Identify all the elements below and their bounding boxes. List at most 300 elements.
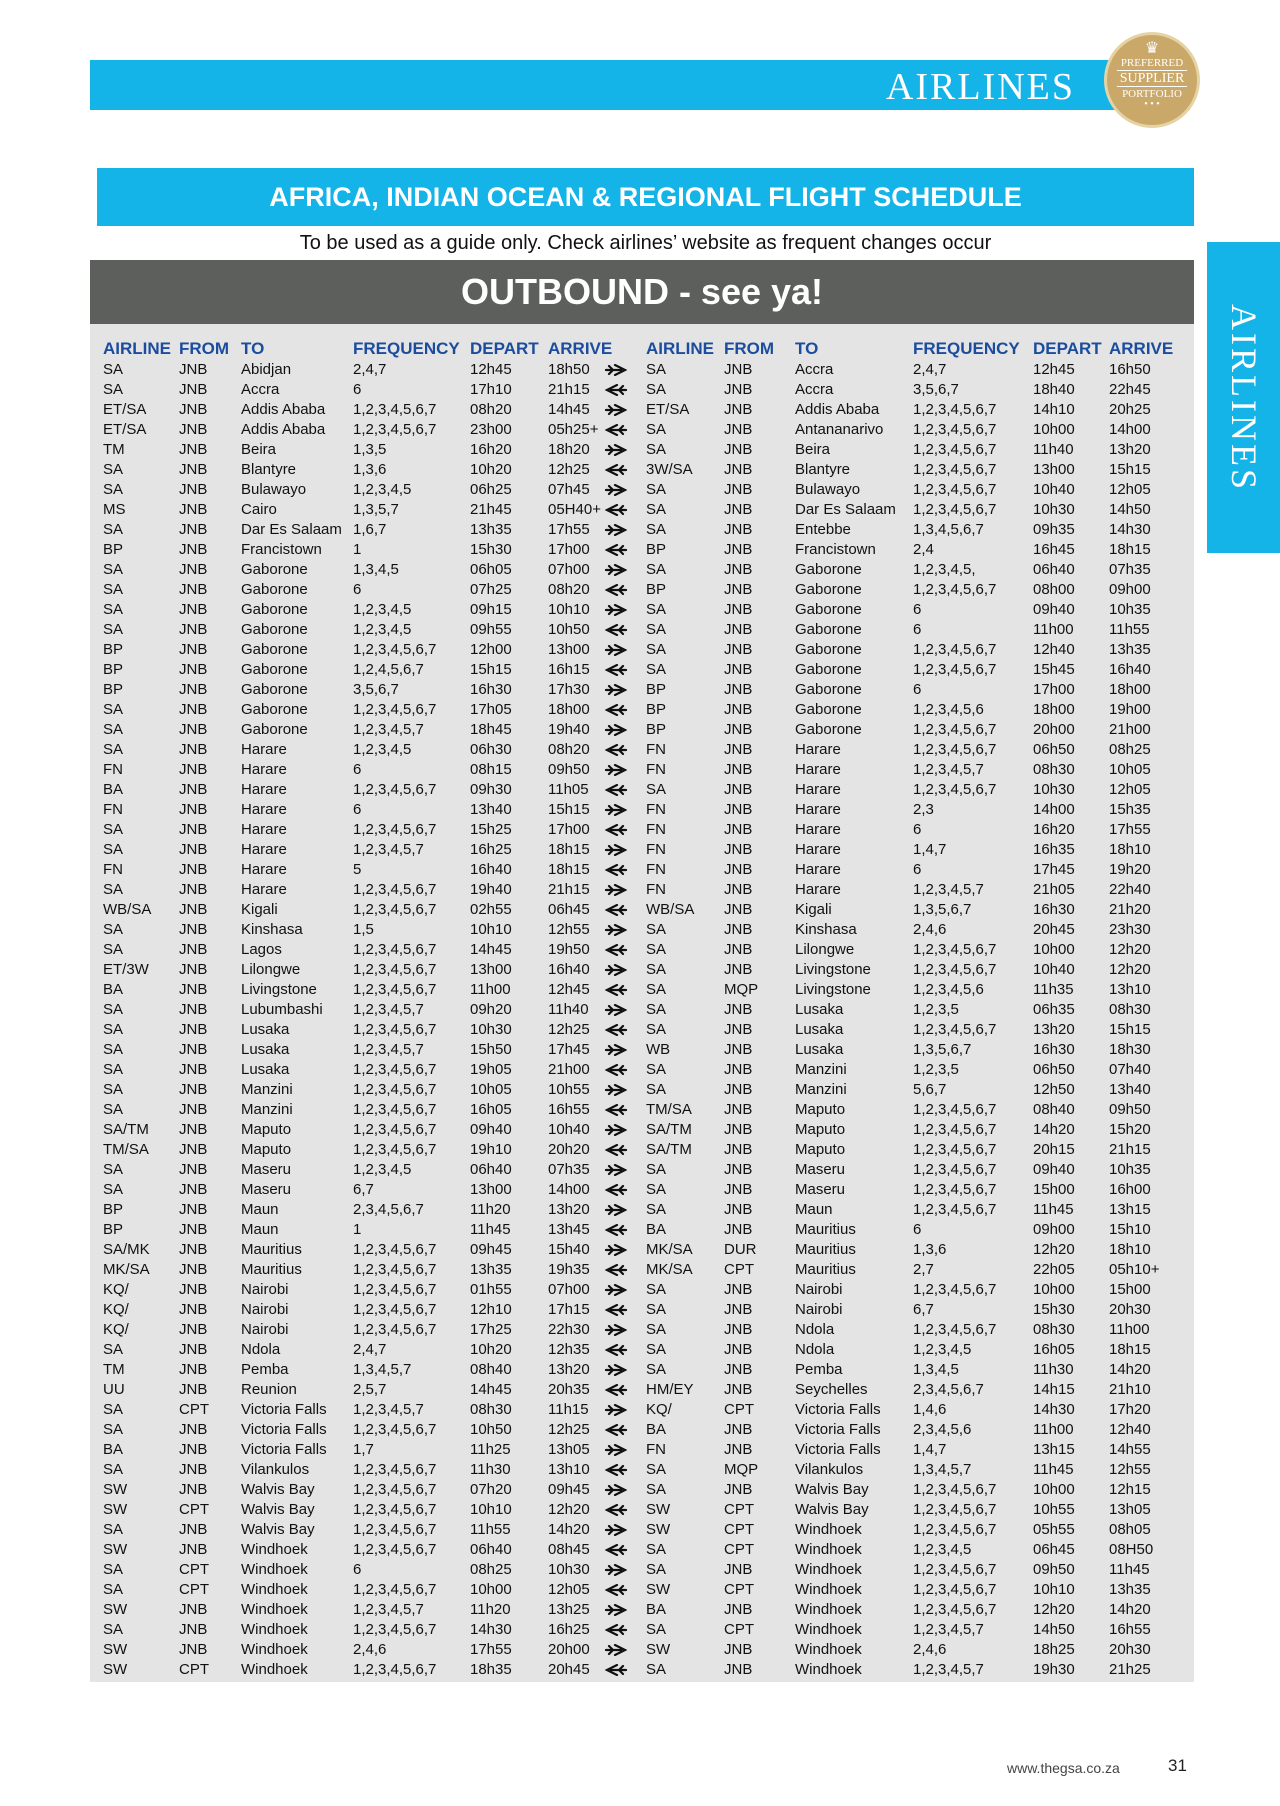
cell-depart: 13h35: [470, 1261, 512, 1278]
table-row: [90, 1540, 1194, 1560]
cell-to: Accra: [795, 381, 834, 398]
cell-frequency: 1,2,3,4,5,6,7: [353, 1581, 437, 1598]
plane-direction-icon: [605, 524, 627, 536]
cell-arrive: 20h00: [548, 1641, 590, 1658]
cell-to: Abidjan: [241, 361, 292, 378]
cell-arrive: 09h00: [1109, 581, 1151, 598]
cell-from: JNB: [179, 1101, 208, 1118]
cell-frequency: 1,2,3,4,5,6,7: [353, 1481, 437, 1498]
cell-arrive: 09h45: [548, 1481, 590, 1498]
cell-frequency: 1,2,3,4,5,6,7: [913, 1161, 997, 1178]
cell-to: Windhoek: [795, 1581, 862, 1598]
cell-arrive: 15h15: [548, 801, 590, 818]
plane-direction-icon: [605, 844, 627, 856]
cell-arrive: 13h15: [1109, 1201, 1151, 1218]
cell-frequency: 1,2,3,4,5,6,7: [353, 1541, 437, 1558]
cell-depart: 13h40: [470, 801, 512, 818]
cell-airline: SA: [103, 1181, 124, 1198]
cell-to: Entebbe: [795, 521, 851, 538]
cell-depart: 10h30: [1033, 781, 1075, 798]
cell-from: JNB: [724, 1041, 753, 1058]
cell-arrive: 05h25+: [548, 421, 599, 438]
cell-airline: SA: [103, 381, 124, 398]
cell-to: Gaborone: [241, 701, 308, 718]
cell-depart: 10h10: [1033, 1581, 1075, 1598]
plane-direction-icon: [605, 804, 627, 816]
cell-depart: 11h30: [470, 1461, 511, 1478]
cell-depart: 11h40: [1033, 441, 1074, 458]
cell-depart: 09h55: [470, 621, 512, 638]
plane-direction-icon: [605, 1624, 627, 1636]
cell-to: Gaborone: [795, 681, 862, 698]
cell-arrive: 17h20: [1109, 1401, 1151, 1418]
cell-depart: 12h10: [470, 1301, 512, 1318]
cell-from: JNB: [179, 1321, 208, 1338]
table-row: [90, 1420, 1194, 1440]
cell-airline: BA: [646, 1421, 667, 1438]
cell-depart: 09h45: [470, 1241, 512, 1258]
table-row: [90, 1580, 1194, 1600]
table-row: [90, 480, 1194, 500]
cell-from: JNB: [179, 381, 208, 398]
table-row: [90, 1400, 1194, 1420]
plane-direction-icon: [605, 1444, 627, 1456]
cell-to: Gaborone: [795, 721, 862, 738]
cell-to: Windhoek: [795, 1641, 862, 1658]
cell-from: JNB: [724, 1001, 753, 1018]
cell-to: Victoria Falls: [241, 1441, 327, 1458]
cell-frequency: 1,2,3,4,5,6,7: [913, 1141, 997, 1158]
cell-arrive: 13h20: [1109, 441, 1151, 458]
cell-arrive: 14h20: [1109, 1601, 1151, 1618]
cell-depart: 17h10: [470, 381, 512, 398]
cell-frequency: 1,2,3,4,5,6,7: [353, 1421, 437, 1438]
cell-airline: SA: [103, 1561, 124, 1578]
cell-from: JNB: [179, 461, 208, 478]
cell-to: Bulawayo: [241, 481, 307, 498]
cell-from: JNB: [724, 481, 753, 498]
cell-to: Victoria Falls: [241, 1421, 327, 1438]
cell-to: Blantyre: [241, 461, 297, 478]
cell-airline: SA: [103, 921, 124, 938]
seal-line-2: SUPPLIER: [1117, 70, 1187, 87]
cell-depart: 18h00: [1033, 701, 1075, 718]
cell-from: JNB: [724, 1661, 753, 1678]
cell-frequency: 1,2,3,4,5,7: [353, 1041, 424, 1058]
plane-direction-icon: [605, 1224, 627, 1236]
table-row: [90, 760, 1194, 780]
cell-airline: SA: [103, 1341, 124, 1358]
cell-depart: 16h20: [1033, 821, 1075, 838]
cell-from: JNB: [724, 1101, 753, 1118]
table-row: [90, 380, 1194, 400]
table-row: [90, 540, 1194, 560]
cell-from: CPT: [179, 1561, 209, 1578]
cell-airline: WB: [646, 1041, 671, 1058]
cell-frequency: 2,3,4,5,6,7: [353, 1201, 424, 1218]
schedule-rows: [90, 360, 1194, 1680]
cell-arrive: 16h00: [1109, 1181, 1151, 1198]
cell-to: Dar Es Salaam: [795, 501, 896, 518]
cell-depart: 16h30: [1033, 901, 1075, 918]
cell-from: JNB: [724, 1281, 753, 1298]
table-row: [90, 660, 1194, 680]
plane-direction-icon: [605, 1524, 627, 1536]
cell-depart: 09h30: [470, 781, 512, 798]
cell-depart: 21h05: [1033, 881, 1075, 898]
cell-frequency: 2,4,7: [353, 361, 387, 378]
plane-direction-icon: [605, 604, 627, 616]
cell-frequency: 5,6,7: [913, 1081, 947, 1098]
cell-from: JNB: [724, 401, 753, 418]
cell-to: Francistown: [241, 541, 322, 558]
cell-airline: KQ/: [103, 1321, 129, 1338]
section-title: AIRLINES: [885, 66, 1075, 108]
cell-frequency: 6: [913, 1221, 922, 1238]
cell-from: JNB: [179, 961, 208, 978]
cell-frequency: 1,2,3,4,5,6,7: [353, 1321, 437, 1338]
cell-airline: SA: [103, 461, 124, 478]
cell-arrive: 13h10: [1109, 981, 1151, 998]
crown-icon: ♛: [1144, 40, 1160, 57]
cell-airline: TM/SA: [103, 1141, 149, 1158]
cell-arrive: 20h30: [1109, 1301, 1151, 1318]
cell-airline: SA: [103, 1621, 124, 1638]
cell-airline: ET/SA: [103, 401, 147, 418]
cell-to: Reunion: [241, 1381, 297, 1398]
cell-arrive: 13h40: [1109, 1081, 1151, 1098]
cell-depart: 14h30: [1033, 1401, 1075, 1418]
cell-frequency: 2,4,6: [913, 1641, 947, 1658]
cell-frequency: 1,3,4,5: [353, 561, 399, 578]
cell-arrive: 11h55: [1109, 621, 1150, 638]
table-row: [90, 960, 1194, 980]
table-row: [90, 1140, 1194, 1160]
plane-direction-icon: [605, 544, 627, 556]
cell-from: JNB: [179, 901, 208, 918]
cell-arrive: 15h15: [1109, 461, 1151, 478]
cell-depart: 06h05: [470, 561, 512, 578]
cell-airline: BA: [103, 781, 124, 798]
cell-to: Walvis Bay: [795, 1481, 869, 1498]
cell-arrive: 05H40+: [548, 501, 601, 518]
cell-arrive: 18h15: [1109, 541, 1151, 558]
cell-arrive: 07h00: [548, 561, 590, 578]
table-row: [90, 1000, 1194, 1020]
cell-airline: KQ/: [103, 1301, 129, 1318]
cell-frequency: 1,2,3,4,5,6,7: [913, 1521, 997, 1538]
cell-from: JNB: [179, 1221, 208, 1238]
cell-frequency: 1,2,3,4,5,6,7: [353, 421, 437, 438]
cell-airline: WB/SA: [646, 901, 695, 918]
table-row: [90, 1160, 1194, 1180]
cell-to: Mauritius: [795, 1221, 856, 1238]
plane-direction-icon: [605, 504, 627, 516]
cell-frequency: 1,2,3,4,5,6,7: [913, 941, 997, 958]
cell-arrive: 12h25: [548, 461, 590, 478]
cell-from: JNB: [179, 441, 208, 458]
cell-arrive: 12h15: [1109, 1481, 1151, 1498]
cell-depart: 12h45: [1033, 361, 1075, 378]
cell-arrive: 17h45: [548, 1041, 590, 1058]
cell-airline: SA: [103, 621, 124, 638]
cell-from: JNB: [179, 541, 208, 558]
table-row: [90, 520, 1194, 540]
cell-arrive: 10h30: [548, 1561, 590, 1578]
cell-to: Antananarivo: [795, 421, 884, 438]
cell-from: MQP: [724, 1461, 759, 1478]
plane-direction-icon: [605, 1124, 627, 1136]
cell-arrive: 19h35: [548, 1261, 590, 1278]
cell-frequency: 1,2,3,4,5,6,7: [913, 641, 997, 658]
cell-from: JNB: [724, 601, 753, 618]
plane-direction-icon: [605, 1104, 627, 1116]
table-row: [90, 900, 1194, 920]
cell-frequency: 1,2,3,4,5,7: [913, 761, 984, 778]
cell-to: Ndola: [795, 1341, 835, 1358]
cell-from: JNB: [179, 1041, 208, 1058]
cell-frequency: 1,2,3,4,5,6,7: [353, 641, 437, 658]
cell-frequency: 1,2,3,4,5,6,7: [913, 961, 997, 978]
cell-frequency: 1,4,7: [913, 841, 947, 858]
table-row: [90, 1060, 1194, 1080]
cell-from: JNB: [179, 701, 208, 718]
cell-airline: SA: [646, 1481, 667, 1498]
cell-frequency: 1,2,3,4,5,6,7: [913, 1101, 997, 1118]
column-header-left-to: TO: [241, 339, 265, 358]
cell-depart: 09h50: [1033, 1561, 1075, 1578]
table-row: [90, 580, 1194, 600]
cell-to: Gaborone: [241, 721, 308, 738]
cell-from: JNB: [724, 521, 753, 538]
cell-airline: SA: [646, 561, 667, 578]
cell-airline: BP: [103, 541, 124, 558]
cell-airline: SA: [646, 481, 667, 498]
cell-depart: 11h00: [1033, 621, 1074, 638]
cell-airline: FN: [646, 861, 666, 878]
cell-airline: FN: [646, 801, 666, 818]
cell-to: Addis Ababa: [241, 401, 326, 418]
seal-line-3: PORTFOLIO: [1122, 88, 1182, 100]
cell-frequency: 1,3,6: [913, 1241, 947, 1258]
cell-frequency: 1,2,3,4,5,6,7: [353, 1121, 437, 1138]
cell-from: JNB: [179, 1181, 208, 1198]
cell-airline: SA: [646, 1281, 667, 1298]
table-row: [90, 840, 1194, 860]
cell-frequency: 1,2,3,4,5,6,7: [913, 661, 997, 678]
cell-frequency: 1: [353, 1221, 362, 1238]
plane-direction-icon: [605, 424, 627, 436]
cell-to: Walvis Bay: [241, 1501, 315, 1518]
cell-depart: 23h00: [470, 421, 512, 438]
cell-arrive: 11h45: [1109, 1561, 1150, 1578]
cell-arrive: 07h45: [548, 481, 590, 498]
cell-from: CPT: [724, 1501, 754, 1518]
cell-arrive: 10h05: [1109, 761, 1151, 778]
cell-arrive: 13h00: [548, 641, 590, 658]
cell-arrive: 18h50: [548, 361, 590, 378]
cell-airline: FN: [646, 1441, 666, 1458]
cell-from: JNB: [724, 361, 753, 378]
cell-arrive: 11h00: [1109, 1321, 1150, 1338]
cell-airline: SA: [646, 361, 667, 378]
cell-airline: SA: [646, 1301, 667, 1318]
cell-from: JNB: [179, 681, 208, 698]
cell-from: JNB: [724, 1321, 753, 1338]
cell-from: JNB: [724, 721, 753, 738]
cell-frequency: 1,2,4,5,6,7: [353, 661, 424, 678]
cell-from: JNB: [179, 1281, 208, 1298]
cell-arrive: 22h45: [1109, 381, 1151, 398]
cell-to: Windhoek: [241, 1641, 308, 1658]
cell-airline: KQ/: [103, 1281, 129, 1298]
cell-depart: 14h00: [1033, 801, 1075, 818]
cell-arrive: 14h30: [1109, 521, 1151, 538]
cell-depart: 15h30: [1033, 1301, 1075, 1318]
cell-frequency: 6,7: [913, 1301, 934, 1318]
cell-arrive: 13h20: [548, 1361, 590, 1378]
cell-airline: SA: [646, 521, 667, 538]
cell-arrive: 08h20: [548, 581, 590, 598]
cell-airline: SA: [103, 1461, 124, 1478]
cell-to: Gaborone: [795, 561, 862, 578]
cell-depart: 14h15: [1033, 1381, 1075, 1398]
cell-frequency: 3,5,6,7: [913, 381, 959, 398]
cell-airline: SA: [103, 1001, 124, 1018]
cell-arrive: 15h10: [1109, 1221, 1151, 1238]
cell-frequency: 2,3,4,5,6,7: [913, 1381, 984, 1398]
column-header-right-from: FROM: [724, 339, 775, 358]
cell-airline: SA: [646, 641, 667, 658]
cell-depart: 15h25: [470, 821, 512, 838]
cell-arrive: 21h00: [548, 1061, 590, 1078]
cell-depart: 16h05: [470, 1101, 512, 1118]
cell-from: JNB: [724, 701, 753, 718]
cell-arrive: 13h35: [1109, 1581, 1151, 1598]
table-row: [90, 880, 1194, 900]
cell-frequency: 1,2,3,4,5,6,7: [913, 1581, 997, 1598]
table-row: [90, 1340, 1194, 1360]
cell-depart: 15h30: [470, 541, 512, 558]
seal-line-1: PREFERRED: [1120, 57, 1184, 69]
cell-depart: 14h20: [1033, 1121, 1075, 1138]
table-row: [90, 1240, 1194, 1260]
plane-direction-icon: [605, 1244, 627, 1256]
cell-from: JNB: [179, 1421, 208, 1438]
cell-arrive: 17h30: [548, 681, 590, 698]
cell-to: Maun: [241, 1221, 279, 1238]
cell-to: Gaborone: [241, 581, 308, 598]
cell-to: Francistown: [795, 541, 876, 558]
cell-from: JNB: [179, 1081, 208, 1098]
cell-airline: ET/SA: [646, 401, 690, 418]
cell-arrive: 20h45: [548, 1661, 590, 1678]
plane-direction-icon: [605, 1164, 627, 1176]
cell-from: CPT: [724, 1261, 754, 1278]
cell-to: Maun: [241, 1201, 279, 1218]
schedule-title: AFRICA, INDIAN OCEAN & REGIONAL FLIGHT SCHEDULE: [97, 168, 1194, 226]
table-row: [90, 1440, 1194, 1460]
cell-depart: 11h35: [1033, 981, 1074, 998]
cell-to: Harare: [241, 781, 287, 798]
cell-depart: 15h00: [1033, 1181, 1075, 1198]
cell-depart: 06h45: [1033, 1541, 1075, 1558]
table-row: [90, 1620, 1194, 1640]
cell-airline: SA: [103, 1081, 124, 1098]
cell-arrive: 12h40: [1109, 1421, 1151, 1438]
table-row: [90, 1460, 1194, 1480]
cell-airline: SA: [646, 1561, 667, 1578]
cell-frequency: 1,3,6: [353, 461, 387, 478]
plane-direction-icon: [605, 564, 627, 576]
cell-arrive: 08h45: [548, 1541, 590, 1558]
cell-frequency: 2,4,6: [353, 1641, 387, 1658]
cell-depart: 10h30: [470, 1021, 512, 1038]
cell-frequency: 6: [353, 801, 362, 818]
cell-from: JNB: [724, 581, 753, 598]
cell-from: JNB: [724, 901, 753, 918]
cell-from: JNB: [179, 841, 208, 858]
cell-arrive: 07h35: [548, 1161, 590, 1178]
cell-frequency: 1,3,5,6,7: [913, 1041, 972, 1058]
cell-arrive: 18h20: [548, 441, 590, 458]
table-row: [90, 820, 1194, 840]
column-header-left-depart: DEPART: [470, 339, 539, 358]
cell-frequency: 1,2,3,4,5,6,7: [353, 1301, 437, 1318]
cell-frequency: 1,2,3,4,5,6,7: [353, 1281, 437, 1298]
cell-frequency: 2,4: [913, 541, 934, 558]
cell-arrive: 18h15: [548, 841, 590, 858]
cell-arrive: 16h40: [1109, 661, 1151, 678]
cell-to: Beira: [795, 441, 831, 458]
cell-to: Victoria Falls: [241, 1401, 327, 1418]
cell-depart: 13h00: [1033, 461, 1075, 478]
cell-from: JNB: [724, 661, 753, 678]
cell-airline: SA: [646, 1001, 667, 1018]
cell-arrive: 18h15: [1109, 1341, 1151, 1358]
plane-direction-icon: [605, 744, 627, 756]
cell-from: JNB: [724, 1561, 753, 1578]
cell-frequency: 1,2,3,4,5,7: [353, 721, 424, 738]
cell-to: Windhoek: [795, 1561, 862, 1578]
table-row: [90, 1380, 1194, 1400]
cell-to: Harare: [795, 841, 841, 858]
cell-frequency: 1,2,3,4,5: [913, 1341, 972, 1358]
cell-from: JNB: [179, 1261, 208, 1278]
cell-frequency: 1,2,3,4,5: [353, 601, 412, 618]
table-row: [90, 1520, 1194, 1540]
cell-depart: 12h40: [1033, 641, 1075, 658]
cell-arrive: 10h35: [1109, 601, 1151, 618]
cell-to: Lilongwe: [795, 941, 855, 958]
cell-frequency: 1,2,3,4,5,6,7: [913, 481, 997, 498]
cell-arrive: 15h35: [1109, 801, 1151, 818]
plane-direction-icon: [605, 1424, 627, 1436]
cell-arrive: 20h30: [1109, 1641, 1151, 1658]
cell-arrive: 13h35: [1109, 641, 1151, 658]
cell-frequency: 2,3,4,5,6: [913, 1421, 972, 1438]
cell-arrive: 12h20: [1109, 941, 1151, 958]
table-row: [90, 1200, 1194, 1220]
cell-depart: 10h00: [1033, 941, 1075, 958]
cell-depart: 16h05: [1033, 1341, 1075, 1358]
cell-from: JNB: [179, 1541, 208, 1558]
cell-arrive: 18h00: [1109, 681, 1151, 698]
cell-depart: 10h55: [1033, 1501, 1075, 1518]
cell-from: JNB: [724, 381, 753, 398]
cell-to: Vilankulos: [795, 1461, 864, 1478]
cell-from: CPT: [724, 1521, 754, 1538]
